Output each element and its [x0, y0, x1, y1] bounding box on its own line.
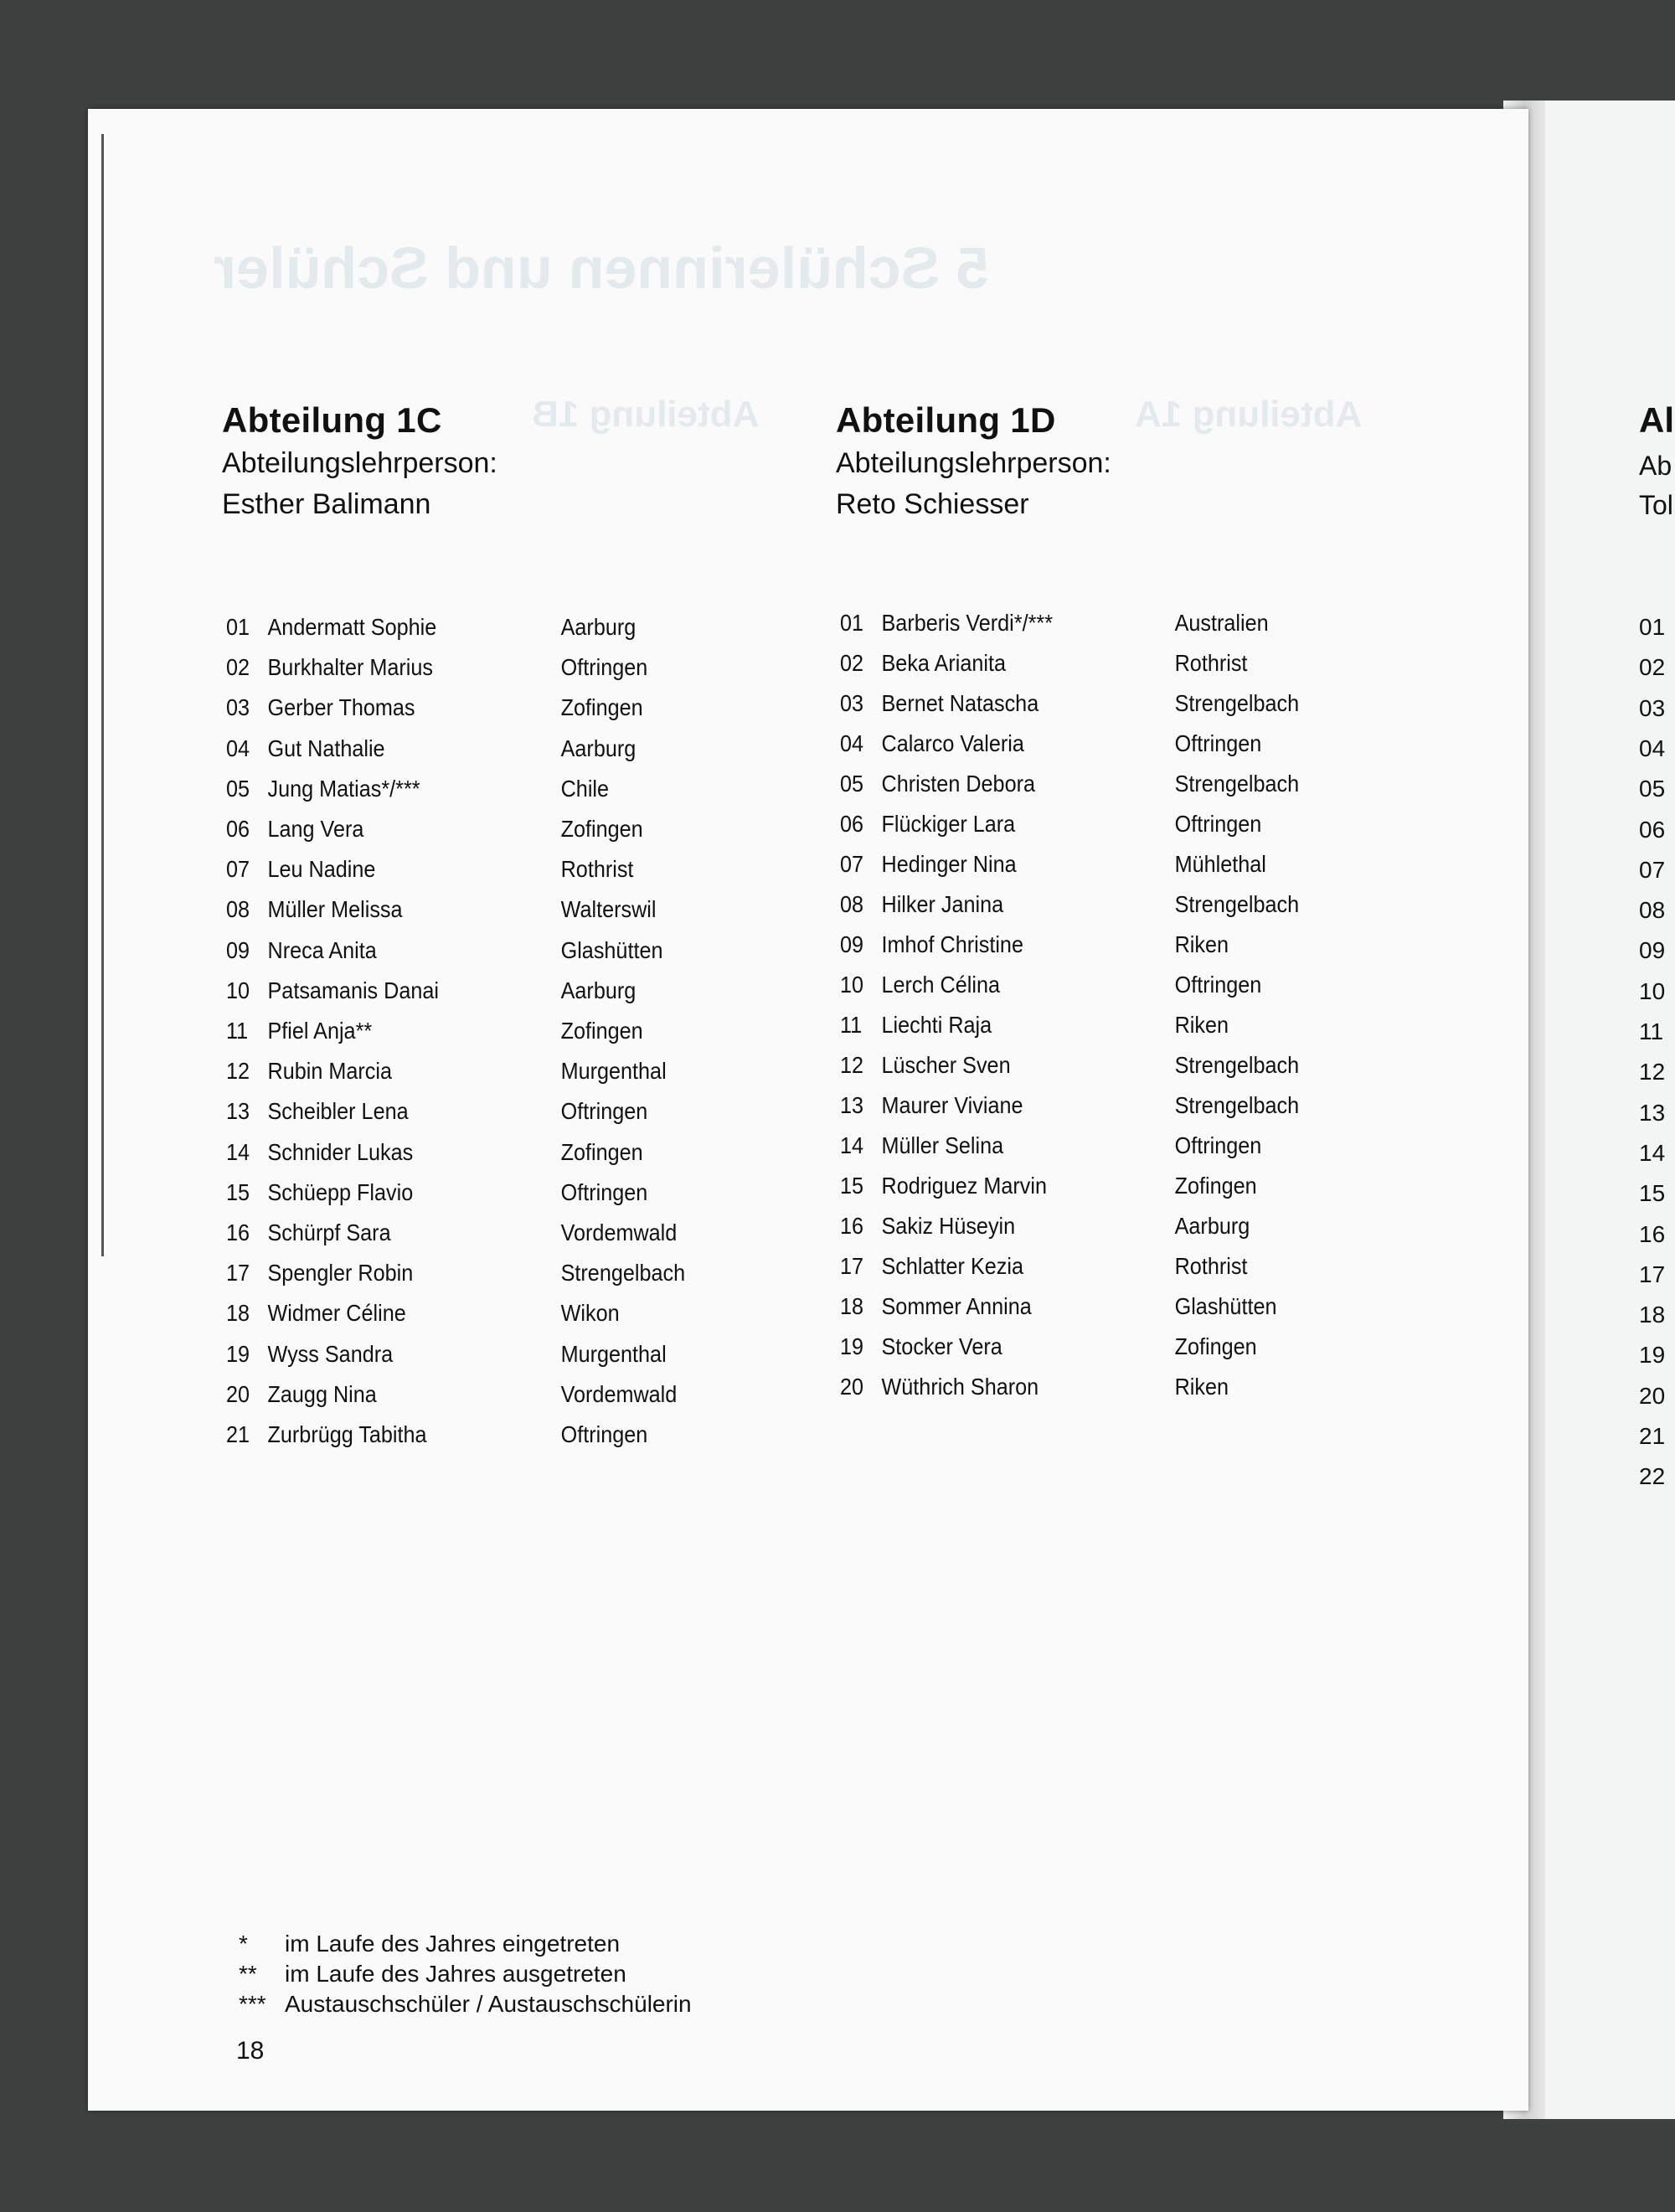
student-number: 10: [226, 977, 250, 1003]
right-page-row-number: 11: [1639, 1018, 1664, 1044]
right-page-row-number: 09: [1639, 937, 1666, 964]
student-name: Wüthrich Sharon: [881, 1374, 1039, 1400]
student-number: 07: [840, 851, 864, 877]
class-1c-header: [222, 400, 497, 521]
student-place: Rothrist: [1174, 650, 1248, 676]
footnote-mark: **: [239, 1961, 257, 1987]
student-place: Strengelbach: [1174, 771, 1300, 797]
student-place: Strengelbach: [1174, 1052, 1300, 1078]
student-place: Strengelbach: [1174, 891, 1300, 917]
student-number: 19: [226, 1340, 250, 1367]
student-place: Oftringen: [560, 1421, 648, 1447]
student-number: 06: [226, 816, 250, 842]
student-name: Widmer Céline: [267, 1300, 406, 1327]
student-name: Flückiger Lara: [881, 811, 1016, 837]
class-1c-title: Abteilung 1C: [222, 400, 442, 440]
student-name: Liechti Raja: [881, 1012, 992, 1038]
student-place: Strengelbach: [1174, 690, 1300, 716]
right-page-row-number: 20: [1639, 1382, 1666, 1409]
student-name: Andermatt Sophie: [267, 614, 437, 640]
student-number: 14: [226, 1138, 250, 1165]
student-place: Zofingen: [560, 816, 643, 842]
student-number: 14: [840, 1132, 864, 1158]
student-place: Glashütten: [560, 936, 663, 963]
right-page-row-number: 06: [1639, 816, 1666, 843]
student-name: Rubin Marcia: [267, 1058, 392, 1085]
student-place: Vordemwald: [560, 1219, 678, 1245]
student-number: 03: [226, 694, 250, 721]
footnote-text: Austauschschüler / Austauschschülerin: [285, 1991, 692, 2017]
student-number: 18: [840, 1293, 864, 1319]
class-1d-header: [836, 400, 1111, 521]
student-number: 01: [226, 614, 250, 640]
right-page-row-number: 17: [1639, 1261, 1666, 1287]
student-number: 05: [226, 775, 250, 802]
right-page-row-number: 05: [1639, 776, 1666, 802]
student-place: Rothrist: [560, 856, 634, 883]
class-1d-title: Abteilung 1D: [836, 400, 1056, 440]
student-name: Schüepp Flavio: [267, 1178, 414, 1205]
student-number: 11: [226, 1018, 249, 1044]
student-name: Leu Nadine: [267, 856, 376, 883]
student-name: Wyss Sandra: [267, 1340, 394, 1367]
student-number: 04: [226, 735, 250, 761]
student-place: Strengelbach: [1174, 1092, 1300, 1118]
student-number: 08: [840, 891, 864, 917]
bleed-through-class-a: Abteilung 1A: [1135, 394, 1363, 435]
student-number: 01: [840, 610, 864, 636]
student-place: Oftringen: [1174, 811, 1262, 837]
right-page-sub-fragment: Ab: [1639, 451, 1672, 481]
student-place: Vordemwald: [560, 1380, 678, 1407]
student-place: Mühlethal: [1174, 851, 1266, 877]
student-name: Schürpf Sara: [267, 1219, 391, 1245]
student-number: 13: [840, 1092, 864, 1118]
student-place: Riken: [1174, 931, 1229, 957]
right-page-row-number: 12: [1639, 1059, 1666, 1085]
student-number: 12: [226, 1058, 250, 1085]
student-name: Sakiz Hüseyin: [881, 1213, 1016, 1239]
student-name: Zaugg Nina: [267, 1380, 377, 1407]
student-number: 15: [226, 1178, 250, 1205]
student-name: Calarco Valeria: [881, 730, 1024, 756]
student-name: Burkhalter Marius: [267, 654, 433, 681]
student-number: 11: [840, 1012, 863, 1038]
right-page-row-number: 08: [1639, 897, 1666, 924]
student-place: Riken: [1174, 1374, 1229, 1400]
footnote-mark: ***: [239, 1991, 266, 2017]
class-1c-teacher-label: Abteilungslehrperson:: [222, 447, 497, 479]
right-page-row-number: 14: [1639, 1139, 1666, 1166]
student-name: Schlatter Kezia: [881, 1253, 1023, 1279]
student-place: Zofingen: [1174, 1173, 1257, 1199]
student-name: Maurer Viviane: [881, 1092, 1023, 1118]
student-name: Sommer Annina: [881, 1293, 1032, 1319]
student-number: 12: [840, 1052, 864, 1078]
student-number: 21: [226, 1421, 250, 1447]
student-name: Lerch Célina: [881, 972, 1000, 998]
student-name: Hilker Janina: [881, 891, 1004, 917]
student-name: Scheibler Lena: [267, 1098, 409, 1125]
student-place: Chile: [560, 775, 610, 802]
student-place: Zofingen: [1174, 1333, 1257, 1359]
student-place: Riken: [1174, 1012, 1229, 1038]
student-name: Rodriguez Marvin: [881, 1173, 1047, 1199]
right-page-teacher-fragment: Tol: [1639, 490, 1673, 520]
student-name: Nreca Anita: [267, 936, 377, 963]
student-place: Aarburg: [560, 977, 636, 1003]
student-place: Walterswil: [560, 896, 657, 923]
right-page-row-number: 21: [1639, 1423, 1666, 1449]
student-number: 17: [840, 1253, 864, 1279]
student-name: Müller Melissa: [267, 896, 403, 923]
student-number: 02: [840, 650, 864, 676]
class-1d-teacher: Reto Schiesser: [836, 488, 1029, 520]
student-name: Spengler Robin: [267, 1260, 414, 1286]
student-place: Oftringen: [1174, 730, 1262, 756]
student-number: 04: [840, 730, 864, 756]
student-place: Aarburg: [560, 614, 636, 640]
student-name: Lüscher Sven: [881, 1052, 1011, 1078]
right-page-row-number: 15: [1639, 1180, 1666, 1207]
bleed-through-heading: 5 Schülerinnen und Schüler: [214, 235, 989, 301]
footnote-text: im Laufe des Jahres ausgetreten: [285, 1961, 626, 1987]
student-name: Lang Vera: [267, 816, 364, 842]
student-place: Zofingen: [560, 694, 643, 721]
student-number: 08: [226, 896, 250, 923]
student-place: Strengelbach: [560, 1260, 686, 1286]
student-name: Zurbrügg Tabitha: [267, 1421, 427, 1447]
right-page-row-number: 19: [1639, 1342, 1666, 1369]
right-page-row-number: 02: [1639, 654, 1666, 681]
right-page-row-number: 07: [1639, 856, 1666, 883]
footnote-text: im Laufe des Jahres eingetreten: [285, 1931, 621, 1957]
student-number: 02: [226, 654, 250, 681]
student-name: Gerber Thomas: [267, 694, 415, 721]
right-page-row-number: 10: [1639, 977, 1666, 1004]
student-place: Aarburg: [560, 735, 636, 761]
student-name: Stocker Vera: [881, 1333, 1002, 1359]
student-name: Müller Selina: [881, 1132, 1004, 1158]
student-number: 19: [840, 1333, 864, 1359]
student-number: 03: [840, 690, 864, 716]
student-name: Pfiel Anja**: [267, 1018, 373, 1044]
student-name: Beka Arianita: [881, 650, 1006, 676]
student-name: Jung Matias*/***: [267, 775, 420, 802]
student-name: Christen Debora: [881, 771, 1035, 797]
student-place: Rothrist: [1174, 1253, 1248, 1279]
student-place: Oftringen: [560, 654, 648, 681]
student-place: Zofingen: [560, 1138, 643, 1165]
student-place: Wikon: [560, 1300, 620, 1327]
page-edge-line: [101, 134, 104, 1256]
student-number: 17: [226, 1260, 250, 1286]
student-number: 20: [226, 1380, 250, 1407]
class-1d-teacher-label: Abteilungslehrperson:: [836, 447, 1111, 479]
student-number: 09: [226, 936, 250, 963]
student-name: Schnider Lukas: [267, 1138, 414, 1165]
student-place: Murgenthal: [560, 1058, 667, 1085]
student-name: Imhof Christine: [881, 931, 1023, 957]
student-number: 15: [840, 1173, 864, 1199]
student-number: 20: [840, 1374, 864, 1400]
student-place: Oftringen: [560, 1098, 648, 1125]
bleed-through-class-b: Abteilung 1B: [532, 394, 760, 435]
student-number: 10: [840, 972, 864, 998]
student-place: Murgenthal: [560, 1340, 667, 1367]
footnote-mark: *: [239, 1931, 248, 1957]
student-place: Oftringen: [1174, 1132, 1262, 1158]
student-name: Barberis Verdi*/***: [881, 610, 1054, 636]
student-number: 07: [226, 856, 250, 883]
page-number: 18: [236, 2037, 265, 2065]
student-number: 16: [840, 1213, 864, 1239]
student-place: Zofingen: [560, 1018, 643, 1044]
student-number: 18: [226, 1300, 250, 1327]
student-number: 09: [840, 931, 864, 957]
student-place: Glashütten: [1174, 1293, 1277, 1319]
right-page-title-fragment: Al: [1639, 400, 1674, 440]
student-name: Patsamanis Danai: [267, 977, 440, 1003]
right-page-row-number: 01: [1639, 614, 1666, 640]
right-page-row-number: 03: [1639, 694, 1666, 721]
student-place: Oftringen: [1174, 972, 1262, 998]
student-place: Aarburg: [1174, 1213, 1250, 1239]
right-page-row-number: 18: [1639, 1302, 1666, 1328]
student-name: Bernet Natascha: [881, 690, 1039, 716]
student-name: Hedinger Nina: [881, 851, 1017, 877]
student-place: Australien: [1174, 610, 1269, 636]
right-page-row-number: 13: [1639, 1099, 1666, 1126]
student-number: 13: [226, 1098, 250, 1125]
right-page-row-number: 04: [1639, 735, 1666, 761]
student-place: Oftringen: [560, 1178, 648, 1205]
student-number: 06: [840, 811, 864, 837]
student-number: 16: [226, 1219, 250, 1245]
student-number: 05: [840, 771, 864, 797]
right-page-row-number: 16: [1639, 1220, 1666, 1247]
right-page-row-number: 22: [1639, 1463, 1666, 1490]
class-1c-teacher: Esther Balimann: [222, 488, 431, 520]
student-name: Gut Nathalie: [267, 735, 385, 761]
